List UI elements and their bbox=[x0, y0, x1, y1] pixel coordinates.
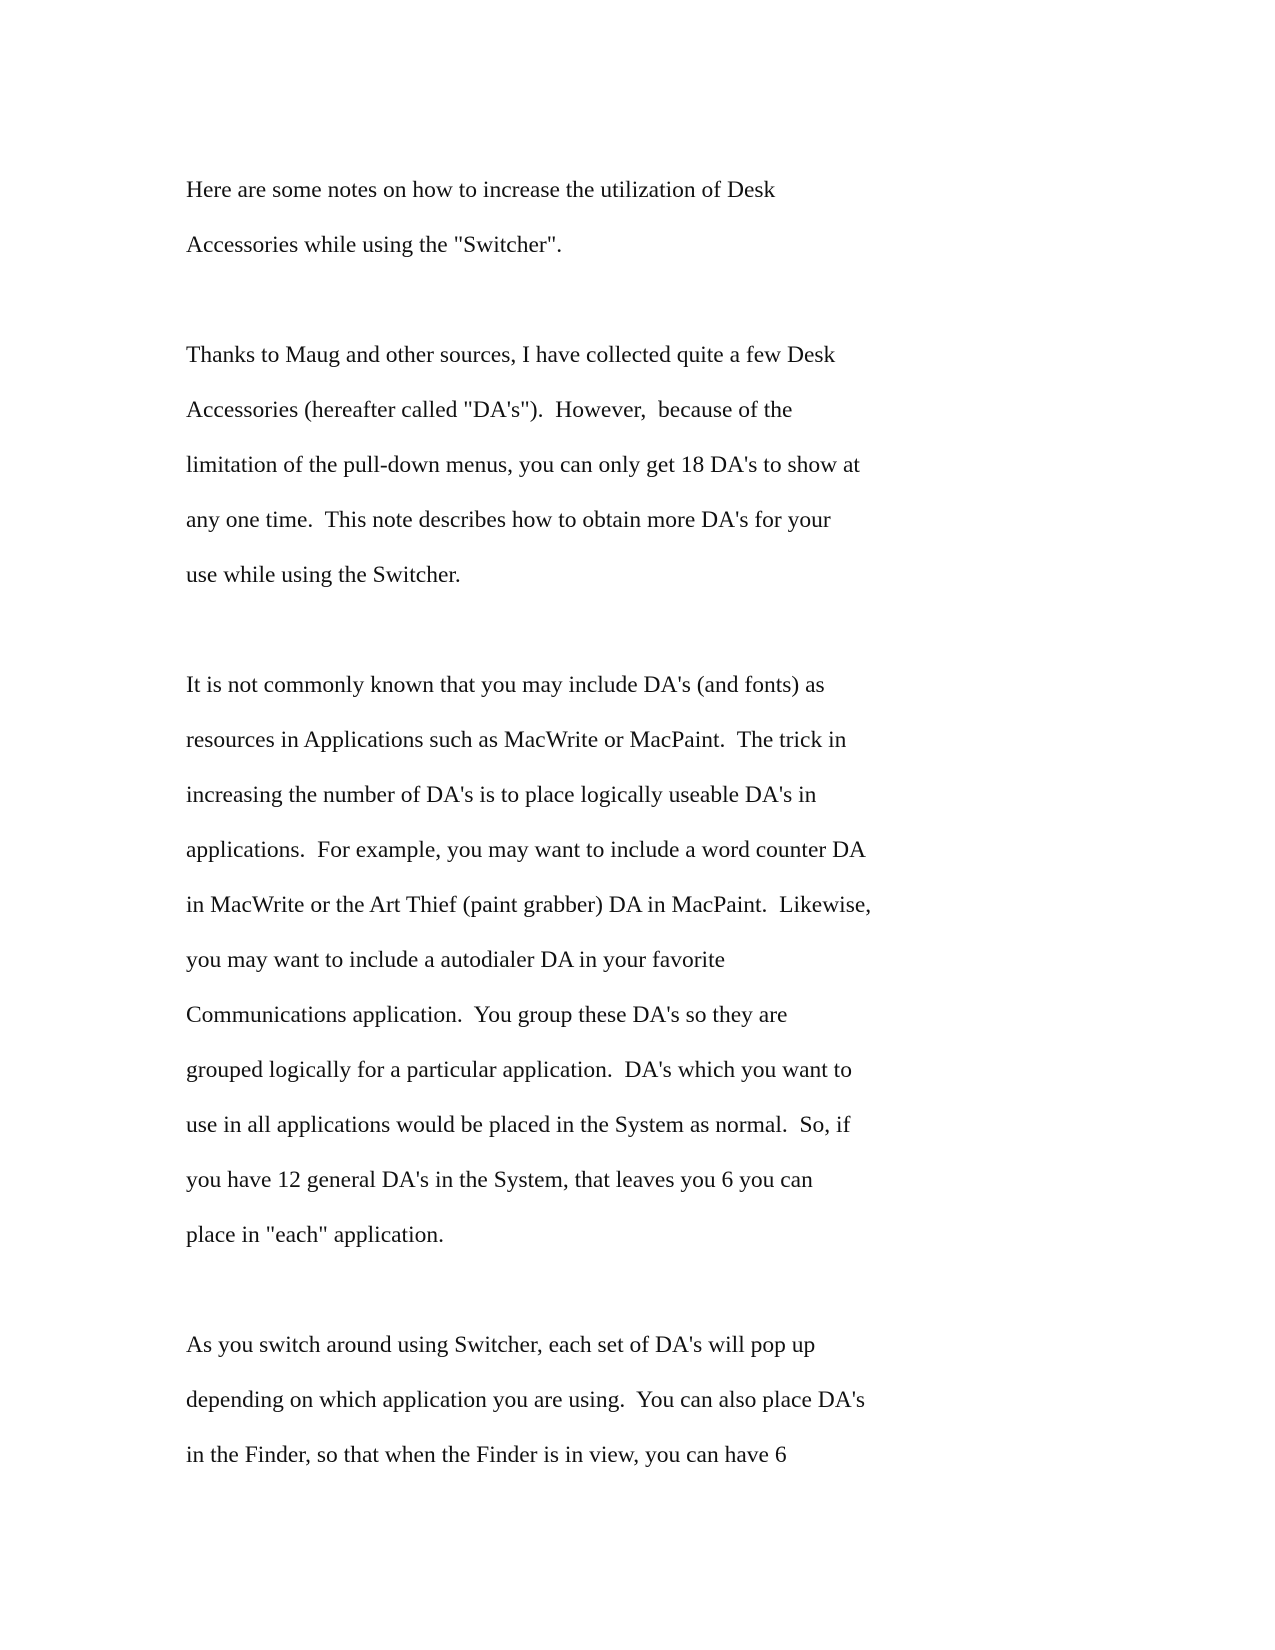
text-line: you have 12 general DA's in the System, that leaves you 6 you can bbox=[186, 1167, 813, 1193]
text-line: depending on which application you are using. You can also place DA's bbox=[186, 1387, 866, 1413]
text-line: applications. For example, you may want to include a word counter DA bbox=[186, 837, 867, 863]
paragraph-gap bbox=[186, 1263, 1086, 1318]
text-line: Here are some notes on how to increase the utilization of Desk bbox=[186, 177, 776, 203]
text-line: increasing the number of DA's is to place logically useable DA's in bbox=[186, 782, 817, 808]
text-line: use in all applications would be placed in the System as normal. So, if bbox=[186, 1112, 851, 1138]
text-line: Accessories (hereafter called "DA's"). However, because of the bbox=[186, 397, 793, 423]
text-line: Communications application. You group these DA's so they are bbox=[186, 1002, 788, 1028]
paragraph-gap bbox=[186, 603, 1086, 658]
text-line: you may want to include a autodialer DA in your favorite bbox=[186, 947, 726, 973]
paragraph-1 bbox=[186, 163, 1086, 273]
text-line: Thanks to Maug and other sources, I have collected quite a few Desk bbox=[186, 342, 836, 368]
paragraph-gap bbox=[186, 273, 1086, 328]
text-line: any one time. This note describes how to obtain more DA's for your bbox=[186, 507, 831, 533]
document-body bbox=[186, 163, 1086, 1483]
text-line: grouped logically for a particular application. DA's which you want to bbox=[186, 1057, 852, 1083]
paragraph-2 bbox=[186, 328, 1086, 603]
text-line: limitation of the pull-down menus, you can only get 18 DA's to show at bbox=[186, 452, 860, 478]
paragraph-3 bbox=[186, 658, 1086, 1263]
text-line: in MacWrite or the Art Thief (paint grabber) DA in MacPaint. Likewise, bbox=[186, 892, 872, 918]
text-line: As you switch around using Switcher, each set of DA's will pop up bbox=[186, 1332, 816, 1358]
text-line: resources in Applications such as MacWrite or MacPaint. The trick in bbox=[186, 727, 847, 753]
text-line: It is not commonly known that you may include DA's (and fonts) as bbox=[186, 672, 825, 698]
text-line: Accessories while using the "Switcher". bbox=[186, 232, 563, 258]
text-line: in the Finder, so that when the Finder is in view, you can have 6 bbox=[186, 1442, 787, 1468]
paragraph-4 bbox=[186, 1318, 1086, 1483]
text-line: place in "each" application. bbox=[186, 1222, 444, 1248]
text-line: use while using the Switcher. bbox=[186, 562, 461, 588]
